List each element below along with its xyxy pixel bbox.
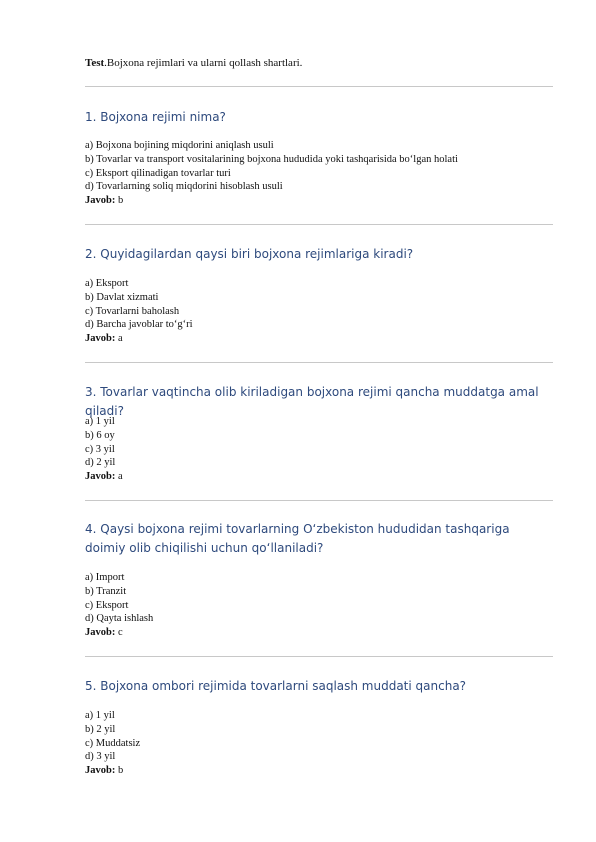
question-5: 5. Bojxona ombori rejimida tovarlarni saqlash muddati qancha? <box>85 679 467 693</box>
document-title <box>85 57 302 69</box>
option-c: c) Eksport qilinadigan tovarlar turi <box>85 167 231 179</box>
question-2: 2. Quyidagilardan qaysi biri bojxona rejimlariga kiradi? <box>85 247 414 261</box>
option-a: a) Import <box>85 572 125 583</box>
answer-line <box>85 470 123 484</box>
question-5-options <box>85 709 140 778</box>
question-3-options <box>85 415 123 484</box>
question-1-options <box>85 139 458 208</box>
option-b: b) Tranzit <box>85 585 127 597</box>
option-c: c) Muddatsiz <box>85 737 141 749</box>
answer-line <box>85 764 140 778</box>
option-b: b) Davlat xizmati <box>85 291 159 303</box>
divider <box>85 224 553 225</box>
answer-line <box>85 332 193 346</box>
answer-value: a <box>117 333 123 345</box>
option-d: d) Barcha javoblar to‘g‘ri <box>85 319 193 331</box>
answer-label: Javob: <box>85 333 116 345</box>
option-d: d) Qayta ishlash <box>85 613 154 625</box>
option-d: d) 2 yil <box>85 457 116 469</box>
divider <box>85 362 553 363</box>
answer-label: Javob: <box>85 627 116 639</box>
option-b: b) Tovarlar va transport vositalarining bojxona hududida yoki tashqarisida bo‘lgan holati <box>85 153 458 165</box>
question-4: 4. Qaysi bojxona rejimi tovarlarning O‘zbekiston hududidan tashqariga doimiy olib chiqilishi uchun qo‘llaniladi? <box>85 522 510 555</box>
option-c: c) Eksport <box>85 599 129 611</box>
answer-value: b <box>117 195 124 207</box>
answer-value: a <box>117 471 123 483</box>
title-bold: Test <box>85 57 105 69</box>
question-4-options <box>85 571 153 640</box>
answer-value: c <box>117 627 123 639</box>
option-c: c) 3 yil <box>85 443 115 455</box>
option-a: a) Eksport <box>85 278 129 289</box>
option-b: b) 6 oy <box>85 429 115 441</box>
answer-line <box>85 626 153 640</box>
option-a: a) 1 yil <box>85 416 115 427</box>
option-b: b) 2 yil <box>85 723 116 735</box>
title-rest: .Bojxona rejimlari va ularni qollash shartlari. <box>104 57 303 69</box>
answer-label: Javob: <box>85 195 116 207</box>
option-d: d) Tovarlarning soliq miqdorini hisoblash usuli <box>85 181 283 193</box>
option-a: a) Bojxona bojining miqdorini aniqlash usuli <box>85 140 274 151</box>
divider <box>85 656 553 657</box>
answer-label: Javob: <box>85 471 116 483</box>
option-c: c) Tovarlarni baholash <box>85 305 180 317</box>
divider <box>85 86 553 87</box>
answer-value: b <box>117 765 124 777</box>
question-2-options <box>85 277 193 346</box>
answer-label: Javob: <box>85 765 116 777</box>
divider <box>85 500 553 501</box>
option-d: d) 3 yil <box>85 751 116 763</box>
option-a: a) 1 yil <box>85 710 115 721</box>
question-3: 3. Tovarlar vaqtincha olib kiriladigan bojxona rejimi qancha muddatga amal qiladi? <box>85 385 539 418</box>
question-1: 1. Bojxona rejimi nima? <box>85 110 226 124</box>
answer-line <box>85 194 458 208</box>
